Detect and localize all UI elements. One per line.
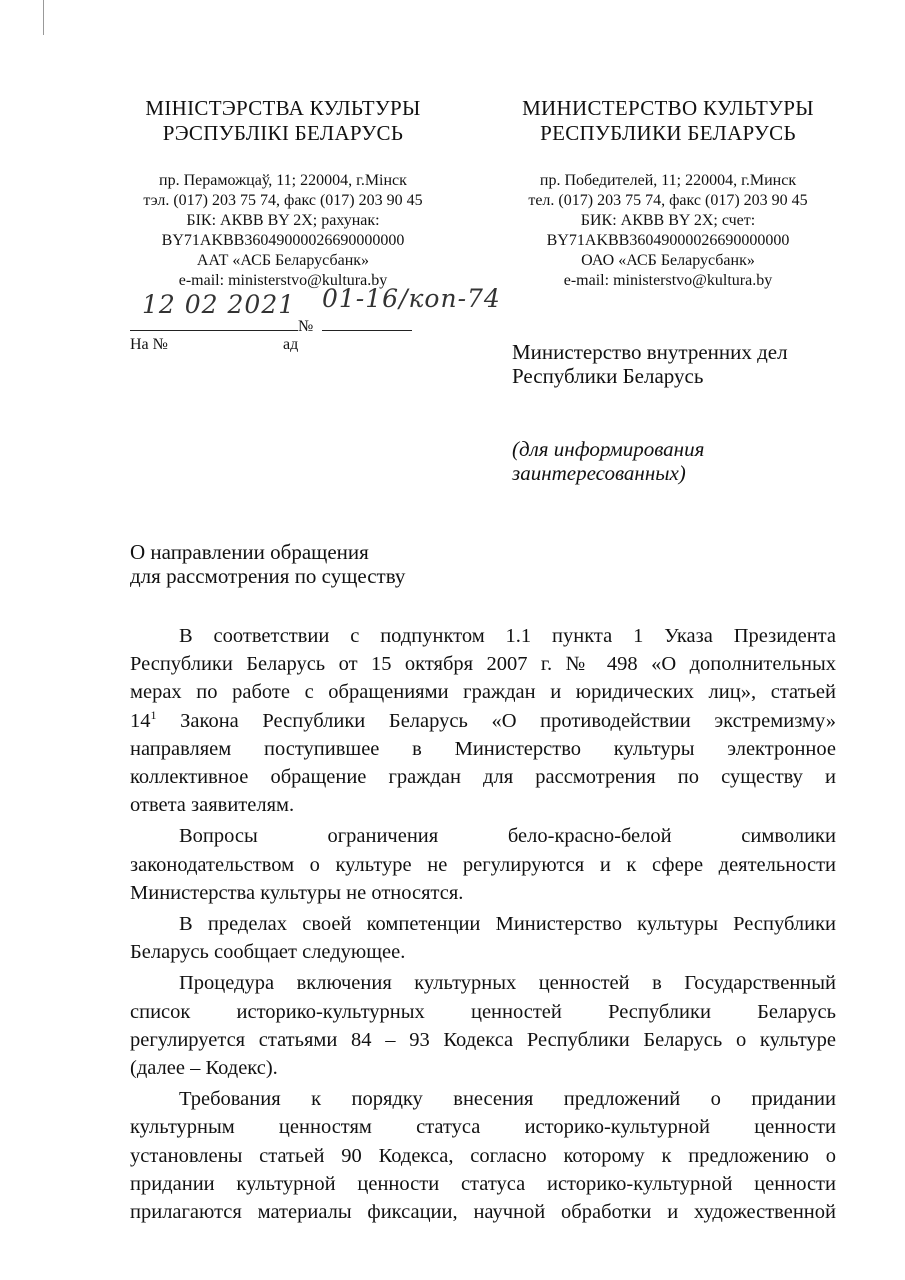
body-line: Республики Беларусь от 15 октября 2007 г. № 498 «О дополнительных [130, 653, 836, 676]
address-line: BY71AKBB36049000026690000000 [161, 232, 405, 249]
email-line: e-mail: ministerstvo@kultura.by [178, 272, 388, 289]
body-line: придании культурной ценности статуса историко-культурной ценности [130, 1172, 836, 1195]
ministry-title-by [88, 96, 478, 146]
title-line: МІНІСТЭРСТВА КУЛЬТУРЫ [145, 96, 421, 120]
address-line: пр. Победителей, 11; 220004, г.Минск [539, 172, 797, 189]
body-line: ответа заявителям. [130, 794, 295, 817]
body-line: В соответствии с подпунктом 1.1 пункта 1 Указа Президента [179, 625, 836, 647]
body-line: мерах по работе с обращениями граждан и юридических лиц», статьей [130, 681, 836, 704]
title-line: РЕСПУБЛИКИ БЕЛАРУСЬ [540, 121, 796, 145]
body-line: установлены статьей 90 Кодекса, согласно которому к предложению о [130, 1144, 836, 1167]
body-text: 14 [130, 709, 151, 732]
body-line: Требования к порядку внесения предложений о придании [179, 1088, 836, 1111]
title-line: МИНИСТЕРСТВО КУЛЬТУРЫ [522, 96, 814, 120]
title-line: РЭСПУБЛІКІ БЕЛАРУСЬ [162, 121, 404, 145]
handwritten-reg-number: 01-16/коп-74 [322, 284, 501, 313]
body-line: направляем поступившее в Министерство культуры электронное [130, 737, 836, 760]
recipient [512, 340, 788, 388]
address-line: тэл. (017) 203 75 74, факс (017) 203 90 45 [143, 192, 423, 209]
letterhead-russian [473, 96, 863, 291]
recipient-line: Министерство внутренних дел [512, 340, 788, 364]
body-paragraph [130, 969, 836, 1082]
subject-line: О направлении обращения [130, 540, 369, 564]
body-line: культурным ценностям статуса историко-культурной ценности [130, 1116, 836, 1139]
address-line: тел. (017) 203 75 74, факс (017) 203 90 45 [528, 192, 808, 209]
body-line: Беларусь сообщает следующее. [130, 941, 406, 964]
body-line: список историко-культурных ценностей Республики Беларусь [130, 1000, 836, 1023]
note-line: (для информирования [512, 437, 705, 461]
recipient-line: Республики Беларусь [512, 364, 704, 388]
date-underline [130, 330, 298, 331]
address-block-ru [473, 171, 863, 291]
body-line [130, 707, 836, 735]
address-line: BY71AKBB36049000026690000000 [546, 232, 790, 249]
ministry-title-ru [473, 96, 863, 146]
body-line: Министерства культуры не относятся. [130, 881, 464, 904]
letter-subject [130, 540, 405, 588]
note-line: заинтересованных) [512, 461, 686, 485]
body-text: Закона Республики Беларусь «О противодействии экстремизму» [156, 709, 836, 732]
body-paragraph [130, 910, 836, 966]
distribution-note [512, 437, 704, 485]
email-line: e-mail: ministerstvo@kultura.by [563, 272, 773, 289]
address-line: пр. Пераможцаў, 11; 220004, г.Мінск [159, 172, 407, 189]
address-line: ААТ «АСБ Беларусбанк» [196, 252, 370, 269]
scan-edge-mark [43, 0, 44, 35]
body-line: (далее – Кодекс). [130, 1057, 278, 1080]
address-line: БІК: АКВВ BY 2X; рахунак: [186, 212, 380, 229]
body-paragraph [130, 1085, 836, 1226]
body-paragraph [130, 622, 836, 819]
reply-underline [167, 356, 275, 357]
superscript: 1 [150, 707, 157, 722]
address-block-by [88, 171, 478, 291]
body-line: прилагаются материалы фиксации, научной обработки и художественной [130, 1201, 836, 1224]
address-line: БИК: АКВВ BY 2X; счет: [580, 212, 756, 229]
reply-to-label: На № [130, 336, 168, 353]
letterhead-belarusian [88, 96, 478, 291]
number-sign: № [298, 318, 314, 335]
body-line: коллективное обращение граждан для рассмотрения по существу и [130, 766, 836, 789]
body-line: Вопросы ограничения бело-красно-белой символики [179, 825, 836, 848]
number-underline [322, 330, 412, 331]
body-line: Процедура включения культурных ценностей в Государственный [179, 972, 836, 995]
subject-line: для рассмотрения по существу [130, 564, 406, 588]
handwritten-date: 12 02 2021 [142, 290, 296, 319]
letter-body [130, 622, 836, 1229]
body-line: В пределах своей компетенции Министерство культуры Республики [179, 913, 836, 936]
from-label: ад [283, 336, 299, 353]
address-line: ОАО «АСБ Беларусбанк» [581, 252, 755, 269]
body-line: регулируется статьями 84 – 93 Кодекса Республики Беларусь о культуре [130, 1028, 836, 1051]
body-line: законодательством о культуре не регулируются и к сфере деятельности [130, 853, 836, 876]
body-paragraph [130, 822, 836, 907]
